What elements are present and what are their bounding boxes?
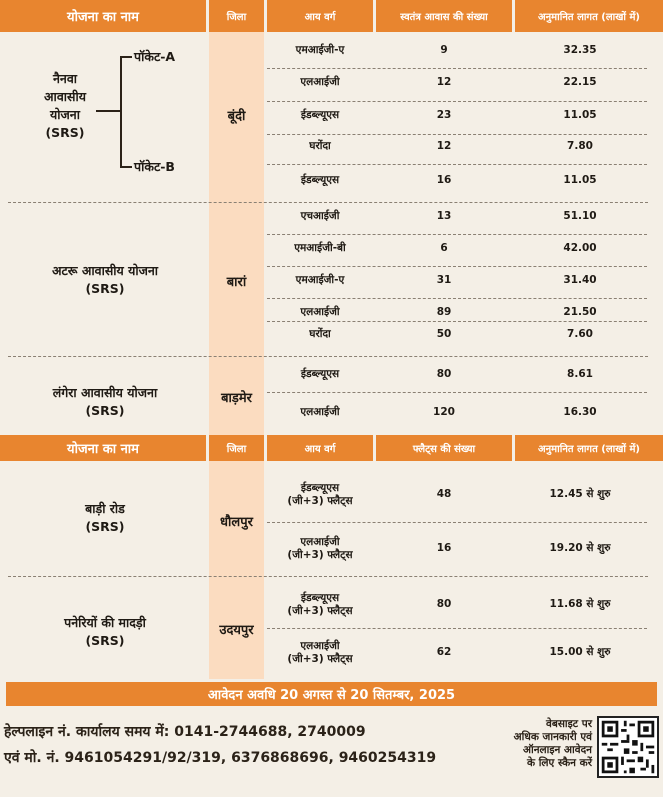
row-divider (267, 628, 647, 629)
row-count: 48 (436, 488, 452, 501)
row-count: 13 (436, 210, 452, 223)
row-count: 50 (436, 328, 452, 341)
row-cost: 19.20 से शुरु (549, 542, 611, 555)
district-column-bg (209, 32, 264, 435)
row-count: 89 (436, 306, 452, 319)
pocket-a-label: पॉकेट-A (134, 49, 176, 64)
row-cost: 15.00 से शुरु (549, 646, 611, 659)
row-category: एलआईजी (जी+3) फ्लैट्स (287, 535, 353, 561)
row-count: 80 (436, 598, 452, 611)
district-column-bg (209, 461, 264, 679)
header-estimated-cost: अनुमानित लागत (लाखों में) (515, 0, 663, 32)
district-baran: बारां (226, 275, 247, 290)
scheme-divider (8, 356, 648, 357)
row-cost: 7.60 (567, 328, 593, 341)
header-district: जिला (209, 0, 264, 32)
scheme-name-langera: लंगेरा आवासीय योजना (SRS) (52, 385, 158, 419)
row-category: एलआईजी (300, 306, 340, 319)
header-flat-count: फ्लैट्स की संख्या (376, 435, 512, 461)
row-category: ईडब्ल्यूएस (जी+3) फ्लैट्स (287, 481, 353, 507)
helpline-line-1: हेल्पलाइन नं. कार्यालय समय में: 0141-2744688, 2740009 (4, 724, 366, 740)
row-cost: 32.35 (563, 44, 597, 57)
row-cost: 7.80 (567, 140, 593, 153)
scheme-name-paneriyon-ki-madri: पनेरियों की मादड़ी (SRS) (64, 615, 146, 649)
row-divider (267, 298, 647, 299)
row-count: 80 (436, 368, 452, 381)
district-barmer: बाड़मेर (221, 391, 252, 406)
row-cost: 51.10 (563, 210, 597, 223)
row-count: 12 (436, 76, 452, 89)
row-count: 12 (436, 140, 452, 153)
qr-scan-note: वेबसाइट पर अधिक जानकारी एवं ऑनलाइन आवेदन के लिए स्कैन करें (513, 718, 592, 770)
district-bundi: बूंदी (227, 109, 246, 124)
row-count: 16 (436, 174, 452, 187)
row-category: घरोंदा (309, 140, 331, 153)
row-cost: 22.15 (563, 76, 597, 89)
pocket-bracket (96, 110, 120, 112)
row-category: ईडब्ल्यूएस (जी+3) फ्लैट्स (287, 591, 353, 617)
row-divider (267, 164, 647, 165)
header-income-group: आय वर्ग (267, 0, 373, 32)
row-category: एमआईजी-ए (295, 44, 345, 57)
header-scheme-name: योजना का नाम (0, 435, 206, 461)
header-district: जिला (209, 435, 264, 461)
district-udaipur: उदयपुर (219, 623, 254, 638)
row-count: 23 (436, 109, 452, 122)
row-category: ईडब्ल्यूएस (300, 368, 340, 381)
helpline-line-2: एवं मो. नं. 9461054291/92/319, 6376868696, 9460254319 (4, 750, 437, 766)
row-cost: 11.68 से शुरु (549, 598, 611, 611)
row-count: 6 (440, 242, 448, 255)
header-income-group: आय वर्ग (267, 435, 373, 461)
row-cost: 8.61 (567, 368, 593, 381)
qr-code-icon[interactable] (597, 716, 659, 778)
row-cost: 31.40 (563, 274, 597, 287)
row-cost: 42.00 (563, 242, 597, 255)
row-divider (267, 266, 647, 267)
row-category: घरोंदा (309, 328, 331, 341)
row-divider (267, 68, 647, 69)
scheme-name-bari-road: बाड़ी रोड (SRS) (85, 501, 125, 535)
pocket-bracket-bottom (120, 166, 132, 168)
row-category: एमआईजी-ए (295, 274, 345, 287)
row-divider (267, 234, 647, 235)
row-category: एमआईजी-बी (294, 242, 346, 255)
district-dholpur: धौलपुर (220, 515, 253, 530)
row-count: 31 (436, 274, 452, 287)
row-cost: 12.45 से शुरु (549, 488, 611, 501)
row-cost: 21.50 (563, 306, 597, 319)
row-divider (267, 392, 647, 393)
row-category: एलआईजी (300, 76, 340, 89)
row-divider (267, 522, 647, 523)
row-count: 16 (436, 542, 452, 555)
pocket-bracket-vertical (120, 56, 122, 166)
row-cost: 11.05 (563, 109, 597, 122)
scheme-divider (8, 202, 648, 203)
row-category: एलआईजी (300, 406, 340, 419)
row-cost: 16.30 (563, 406, 597, 419)
row-category: ईडब्ल्यूएस (300, 109, 340, 122)
pocket-b-label: पॉकेट-B (134, 159, 175, 174)
application-period-banner: आवेदन अवधि 20 अगस्त से 20 सितम्बर, 2025 (6, 682, 657, 706)
scheme-name-nainwa: नैनवा आवासीय योजना (SRS) (44, 71, 86, 141)
row-count: 9 (440, 44, 448, 57)
scheme-divider (8, 576, 648, 577)
pocket-bracket-top (120, 56, 132, 58)
header-estimated-cost: अनुमानित लागत (लाखों में) (515, 435, 663, 461)
header-scheme-name: योजना का नाम (0, 0, 206, 32)
scheme-name-atru: अटरू आवासीय योजना (SRS) (51, 263, 159, 297)
row-count: 120 (433, 406, 455, 419)
header-house-count: स्वतंत्र आवास की संख्या (376, 0, 512, 32)
row-cost: 11.05 (563, 174, 597, 187)
row-category: ईडब्ल्यूएस (300, 174, 340, 187)
row-divider (267, 101, 647, 102)
row-category: एचआईजी (300, 210, 340, 223)
row-count: 62 (436, 646, 452, 659)
row-category: एलआईजी (जी+3) फ्लैट्स (287, 639, 353, 665)
